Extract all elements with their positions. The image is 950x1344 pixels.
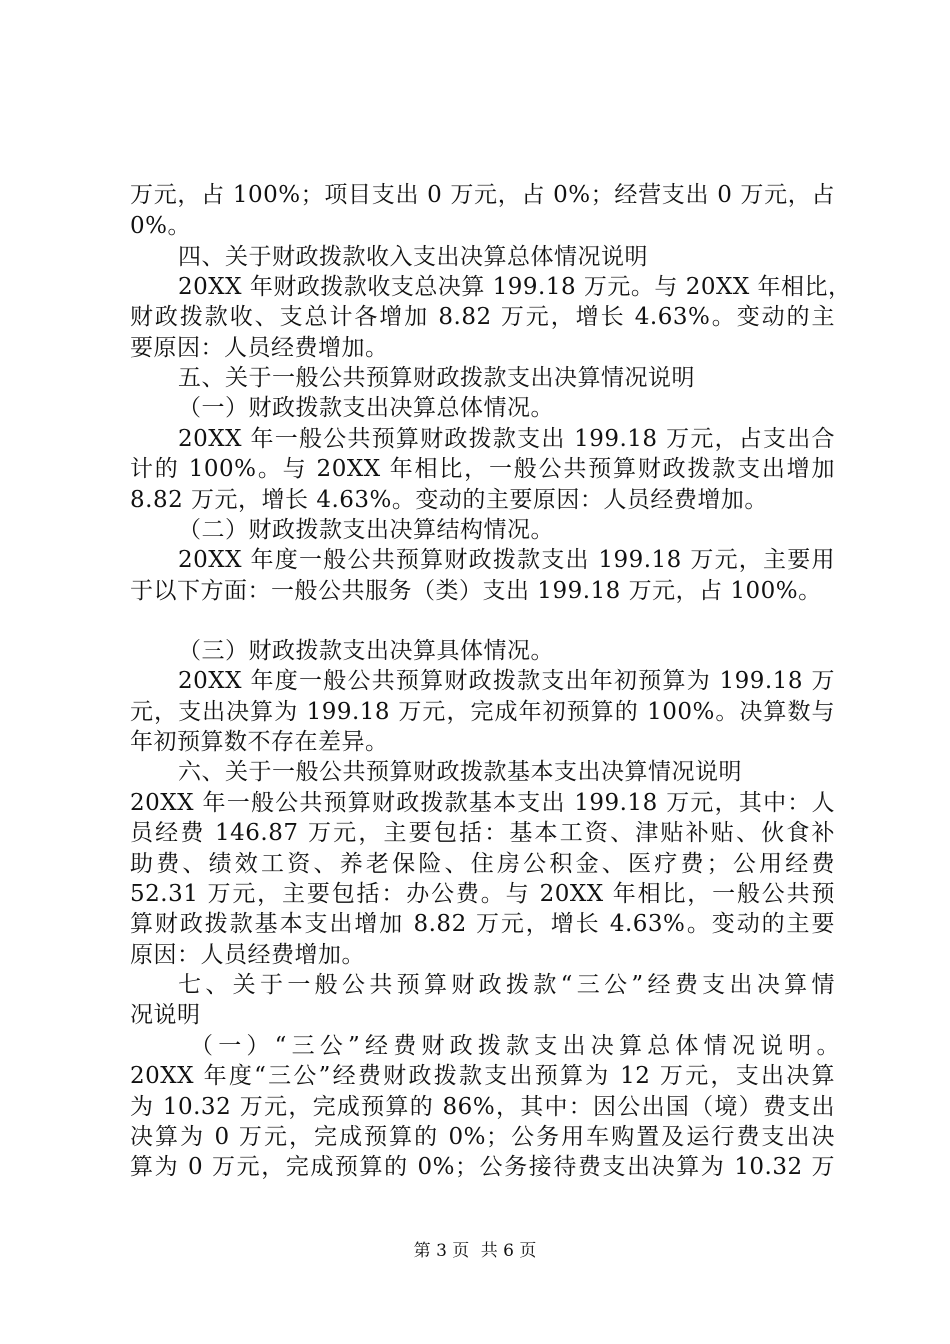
text-line: 20XX 年度“三公”经费财政拨款支出预算为 12 万元，支出决算 <box>130 1063 835 1089</box>
text-line: 20XX 年度一般公共预算财政拨款支出年初预算为 199.18 万 <box>178 668 835 694</box>
text-line: 年初预算数不存在差异。 <box>130 729 389 755</box>
text-line: 计的 100%。与 20XX 年相比，一般公共预算财政拨款支出增加 <box>130 456 835 482</box>
text-line: 助费、绩效工资、养老保险、住房公积金、医疗费；公用经费 <box>130 851 835 877</box>
text-line: 原因：人员经费增加。 <box>130 942 365 968</box>
text-line: 员经费 146.87 万元，主要包括：基本工资、津贴补贴、伙食补 <box>130 820 835 846</box>
text-line: 要原因：人员经费增加。 <box>130 335 389 361</box>
text-line: 元，支出决算为 199.18 万元，完成年初预算的 100%。决算数与 <box>130 699 835 725</box>
subsection-heading: （二）财政拨款支出决算结构情况。 <box>178 517 554 543</box>
text-line: 万元，占 100%；项目支出 0 万元，占 0%；经营支出 0 万元，占 <box>130 182 835 208</box>
subsection-heading: （一）“三公”经费财政拨款支出决算总体情况说明。 <box>190 1033 840 1059</box>
text-line: 况说明 <box>130 1002 201 1028</box>
text-line: 20XX 年度一般公共预算财政拨款支出 199.18 万元，主要用 <box>178 547 835 573</box>
section-heading: 四、关于财政拨款收入支出决算总体情况说明 <box>178 244 648 270</box>
page-total: 共 6 页 <box>480 1241 537 1261</box>
text-line: 算财政拨款基本支出增加 8.82 万元，增长 4.63%。变动的主要 <box>130 911 835 937</box>
text-line: 8.82 万元，增长 4.63%。变动的主要原因：人员经费增加。 <box>130 487 768 513</box>
subsection-heading: （三）财政拨款支出决算具体情况。 <box>178 638 554 664</box>
text-line: 0%。 <box>130 213 191 239</box>
text-line: 决算为 0 万元，完成预算的 0%；公务用车购置及运行费支出决 <box>130 1124 835 1150</box>
text-line: 52.31 万元，主要包括：办公费。与 20XX 年相比，一般公共预 <box>130 881 835 907</box>
section-heading: 五、关于一般公共预算财政拨款支出决算情况说明 <box>178 365 695 391</box>
subsection-heading: （一）财政拨款支出决算总体情况。 <box>178 395 554 421</box>
text-line: 20XX 年一般公共预算财政拨款基本支出 199.18 万元，其中：人 <box>130 790 835 816</box>
text-line: 20XX 年财政拨款收支总决算 199.18 万元。与 20XX 年相比， <box>178 274 852 300</box>
text-line: 算为 0 万元，完成预算的 0%；公务接待费支出决算为 10.32 万 <box>130 1154 835 1180</box>
page-number: 第 3 页 <box>413 1241 470 1261</box>
text-line: 为 10.32 万元，完成预算的 86%，其中：因公出国（境）费支出 <box>130 1094 835 1120</box>
text-line: 20XX 年一般公共预算财政拨款支出 199.18 万元，占支出合 <box>178 426 835 452</box>
page-footer <box>0 1240 950 1262</box>
section-heading: 六、关于一般公共预算财政拨款基本支出决算情况说明 <box>178 759 742 785</box>
text-line: 于以下方面：一般公共服务（类）支出 199.18 万元，占 100%。 <box>130 578 822 604</box>
text-line: 财政拨款收、支总计各增加 8.82 万元，增长 4.63%。变动的主 <box>130 304 835 330</box>
section-heading: 七、关于一般公共预算财政拨款“三公”经费支出决算情 <box>178 972 835 998</box>
